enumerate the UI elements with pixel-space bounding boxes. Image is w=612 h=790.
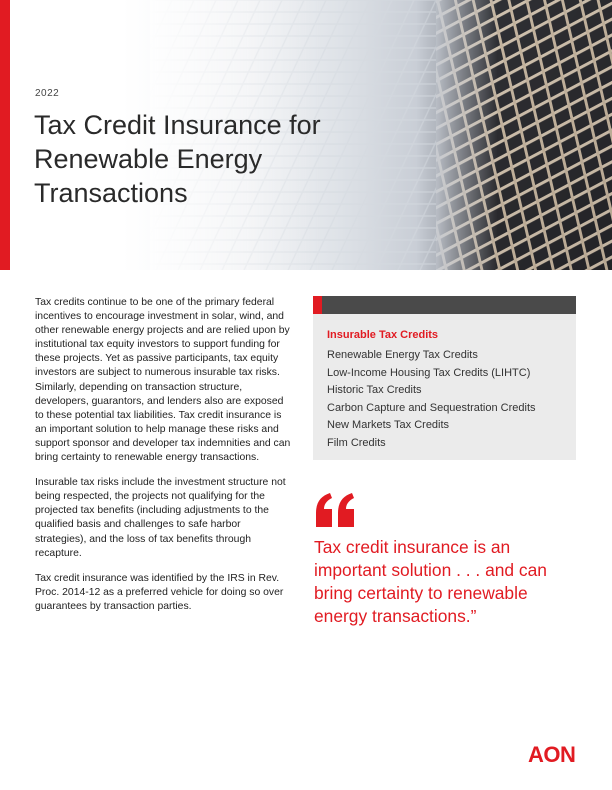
header-banner	[0, 0, 612, 270]
list-item: Film Credits	[327, 436, 386, 449]
document-year: 2022	[35, 88, 60, 99]
pull-quote: Tax credit insurance is an important solution . . . and can bring certainty to renewable energy transactions.”	[314, 537, 547, 626]
accent-bar	[0, 0, 10, 270]
body-paragraph: Insurable tax risks include the investment structure not being respected, the projects not qualifying for the projected tax benefits (including adjustments to the qualified basis and challenges to safe harbor strategies), and the loss of tax benefits through recapture.	[35, 477, 286, 559]
list-item: Carbon Capture and Sequestration Credits	[327, 401, 536, 414]
document-title: Tax Credit Insurance for Renewable Energy Transactions	[34, 110, 321, 208]
box-heading: Insurable Tax Credits	[327, 329, 439, 341]
aon-logo: AON	[528, 742, 576, 767]
body-paragraph: Tax credits continue to be one of the primary federal incentives to encourage investment in solar, wind, and other renewable energy projects and are relied upon by institutional tax equity investors to support funding for these projects. Yet as passive participants, tax equity investors are subject to numerous insurable tax risks. Similarly, depending on transaction structure, developers, guarantors, and lenders also are exposed to these potential tax liabilities. Tax credit insurance is an important solution to help manage these risks and support sponsor and developer tax indemnities and can bring certainty to renewable energy transactions.	[35, 297, 291, 464]
list-item: Historic Tax Credits	[327, 384, 422, 397]
box-header-bar	[313, 296, 576, 314]
tax-credit-list	[327, 347, 536, 453]
quote-mark-icon	[314, 493, 358, 527]
body-paragraph: Tax credit insurance was identified by the IRS in Rev. Proc. 2014-12 as a preferred vehicle for doing so over guarantees by transaction parties.	[35, 572, 284, 612]
box-accent-block	[313, 296, 322, 314]
solar-panels-photo	[436, 0, 612, 270]
list-item: Renewable Energy Tax Credits	[327, 349, 478, 361]
list-item: Low-Income Housing Tax Credits (LIHTC)	[327, 366, 531, 379]
insurable-tax-credits-box	[313, 296, 576, 460]
list-item: New Markets Tax Credits	[327, 419, 450, 432]
body-text-column	[35, 296, 293, 625]
